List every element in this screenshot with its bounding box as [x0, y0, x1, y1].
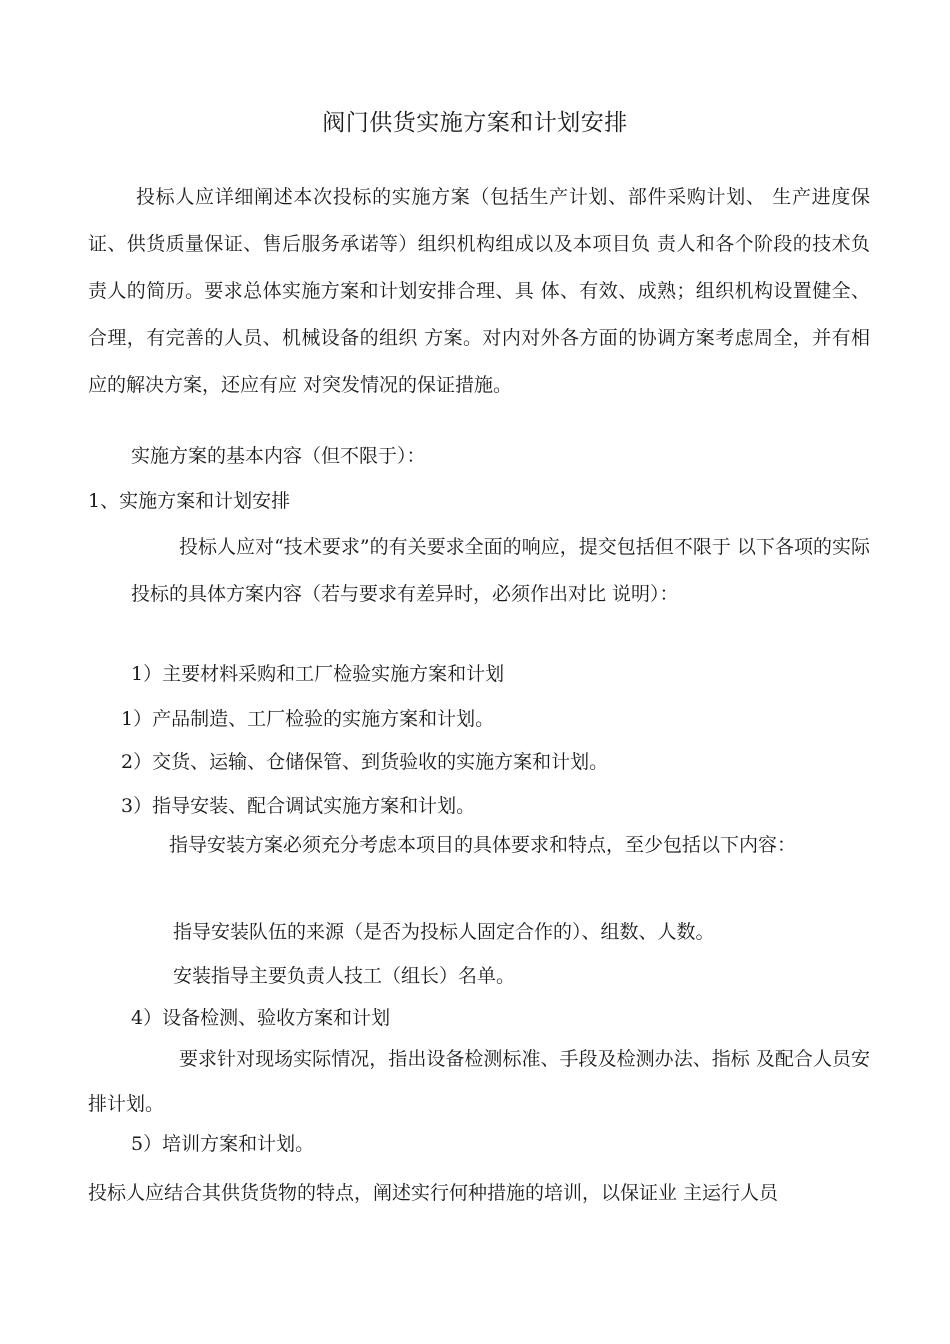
list-item-1a: 1）主要材料采购和工厂检验实施方案和计划	[131, 663, 505, 685]
basic-content-heading: 实施方案的基本内容（但不限于）：	[131, 445, 426, 467]
install-sub-item-1: 指导安装队伍的来源（是否为投标人固定合作的）、组数、人数。	[173, 921, 715, 943]
section-1-heading: 1、实施方案和计划安排	[88, 490, 291, 512]
install-sub-item-2: 安装指导主要负责人技工（组长）名单。	[173, 965, 516, 987]
install-paragraph: 指导安装方案必须充分考虑本项目的具体要求和特点，至少包括以下内容：	[169, 834, 797, 856]
inspection-paragraph: 要求针对现场实际情况，指出设备检测标准、手段及检测办法、指标 及配合人员安排计划。	[88, 1048, 870, 1115]
list-item-1b: 1）产品制造、工厂检验的实施方案和计划。	[121, 708, 495, 730]
list-item-5: 5）培训方案和计划。	[131, 1133, 315, 1155]
list-item-2: 2）交货、运输、仓储保管、到货验收的实施方案和计划。	[121, 751, 609, 773]
list-item-4: 4）设备检测、验收方案和计划	[131, 1007, 391, 1029]
training-paragraph: 投标人应结合其供货货物的特点，阐述实行何种措施的培训，以保证业 主运行人员	[88, 1182, 779, 1204]
page-title: 阀门供货实施方案和计划安排	[322, 110, 628, 136]
intro-paragraph: 投标人应详细阐述本次投标的实施方案（包括生产计划、部件采购计划、 生产进度保证、供货质量保证、售后服务承诺等）组织机构组成以及本项目负 责人和各个阶段的技术负责人的简历。要求总体实施方案和计划安排合理、具 体、有效、成熟；组织机构设置健全、合理，有完善的人员、机械设备的组织 方案。对内对外各方面的协调方案考虑周全，并有相应的解决方案，还应有应 对突发情况的保证措施。	[88, 186, 870, 396]
list-item-3: 3）指导安装、配合调试实施方案和计划。	[121, 795, 476, 817]
response-paragraph: 投标人应对“技术要求”的有关要求全面的响应，提交包括但不限于 以下各项的实际投标的具体方案内容（若与要求有差异时，必须作出对比 说明）：	[131, 536, 870, 605]
